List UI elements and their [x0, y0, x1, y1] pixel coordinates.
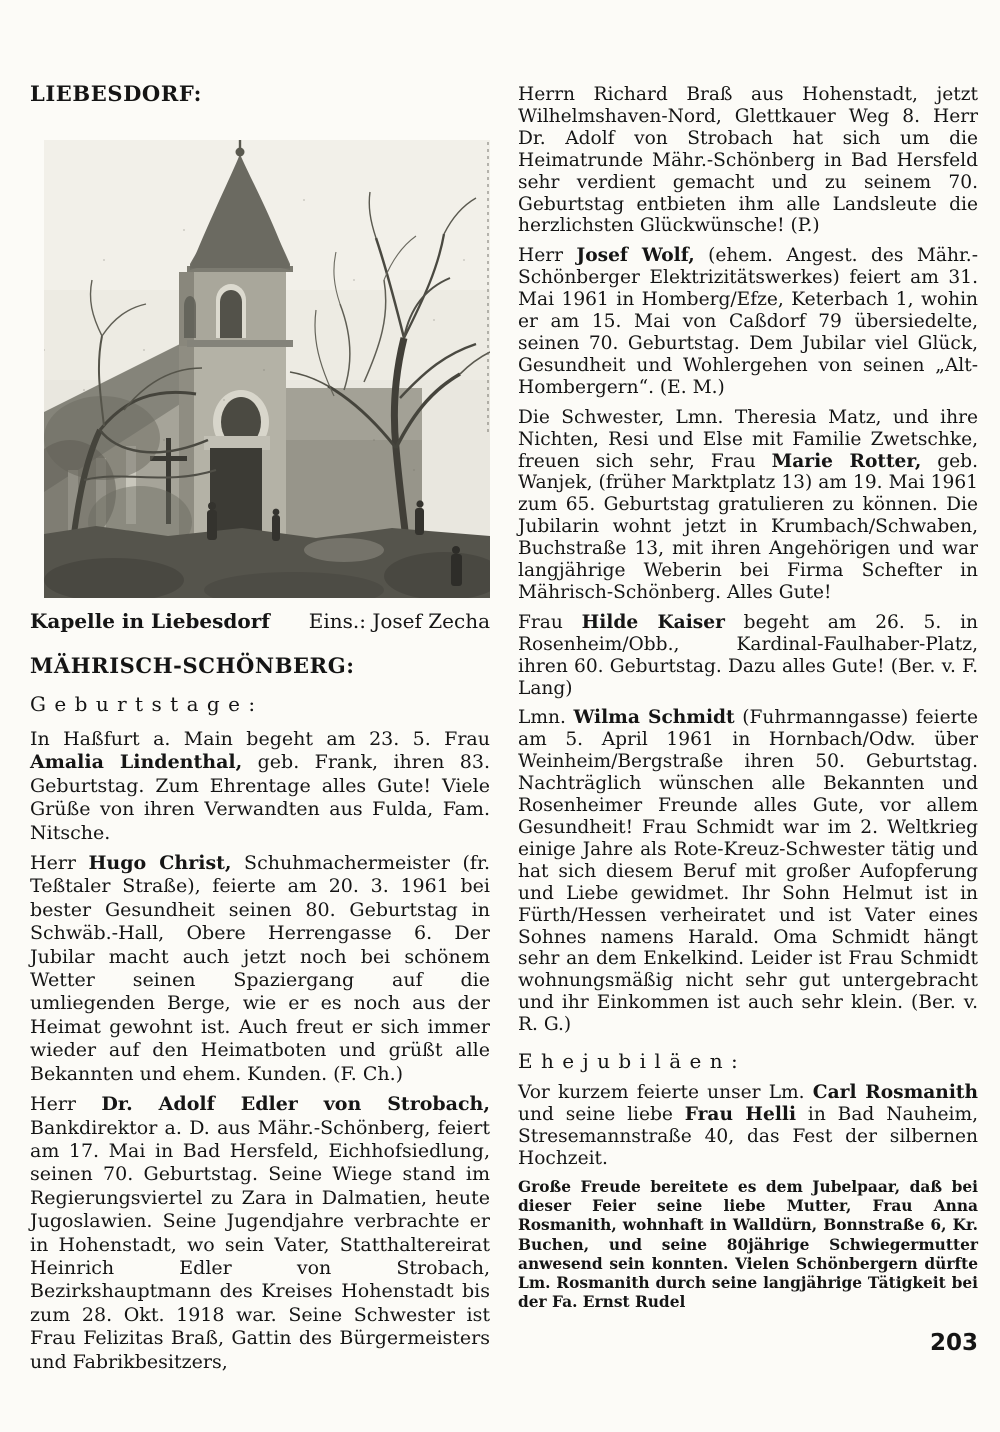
photo-caption-credit: Eins.: Josef Zecha — [308, 609, 490, 633]
paragraph: Große Freude bereitete es dem Jubelpaar, daß bei dieser Feier seine liebe Mutter, Frau Anna Rosmanith, wohnhaft in Walldürn, Bonnstraße 6, Kr. Buchen, und seine 80jährige Schwiegermutter anwesend sein konnten. Vielen Schönbergern dürfte Lm. Rosmanith durch seine langjährige Tätigkeit bei der Fa. Ernst Rudel — [518, 1177, 978, 1312]
left-column — [30, 82, 490, 1381]
paragraph: Frau Hilde Kaiser begeht am 26. 5. in Rosenheim/Obb., Kardinal-Faulhaber-Platz, ihren 60. Geburtstag. Dazu alles Gute! (Ber. v. F. Lang) — [518, 611, 979, 699]
right-column — [518, 84, 978, 1313]
section-title-maehrisch-schoenberg: MÄHRISCH-SCHÖNBERG: — [30, 653, 355, 678]
paragraph: Vor kurzem feierte unser Lm. Carl Rosmanith und seine liebe Frau Helli in Bad Nauheim, Stresemannstraße 40, das Fest der silbernen Hochzeit. — [518, 1082, 978, 1169]
section-title-liebesdorf: LIEBESDORF: — [30, 81, 202, 106]
photo-caption-title: Kapelle in Liebesdorf — [30, 609, 270, 633]
paragraph: Herrn Richard Braß aus Hohenstadt, jetzt Wilhelmshaven-Nord, Glettkauer Weg 8. Herr Dr. Adolf von Strobach hat sich um die Heimatrunde Mähr.-Schönberg in Bad Hersfeld sehr verdient gemacht und zu seinem 70. Geburtstag entbieten ihm alle Landsleute die herzlichsten Glückwünsche! (P.) — [518, 84, 978, 237]
paragraph: In Haßfurt a. Main begeht am 23. 5. Frau Amalia Lindenthal, geb. Frank, ihren 83. Geburtstag. Zum Ehrentage alles Gute! Viele Grüße von ihren Verwandten aus Fulda, Fam. Nitsche. — [30, 728, 490, 844]
photo-caption — [30, 610, 490, 633]
page-number: 203 — [929, 1330, 978, 1356]
subheading-ehejubilaeen: Ehejubiläen: — [518, 1049, 747, 1074]
church-photo — [44, 140, 490, 598]
anniversary-paragraphs — [518, 1082, 978, 1313]
paragraph: Herr Josef Wolf, (ehem. Angest. des Mähr.-Schönberger Elektrizitätswerkes) feiert am 31. Mai 1961 in Homberg/Efze, Keterbach 1, wohin er am 15. Mai von Caßdorf 79 übersiedelte, seinen 70. Geburtstag. Dem Jubilar viel Glück, Gesundheit und Wohlergehen von seinen „Alt-Hombergern“. (E. M.) — [518, 245, 978, 398]
paragraph: Die Schwester, Lmn. Theresia Matz, und ihre Nichten, Resi und Else mit Familie Zwetschke, freuen sich sehr, Frau Marie Rotter, geb. Wanjek, (früher Marktplatz 13) am 19. Mai 1961 zum 65. Geburtstag gratulieren zu können. Die Jubilarin wohnt jetzt in Krumbach/Schwaben, Buchstraße 13, mit ihren Angehörigen und war langjährige Weberin bei Firma Schefter in Mährisch-Schönberg. Alles Gute! — [518, 406, 978, 603]
subheading-geburtstage: Geburtstage: — [30, 692, 264, 716]
birthday-paragraphs-left — [30, 728, 490, 1374]
paragraph: Herr Hugo Christ, Schuhmachermeister (fr. Teßtaler Straße), feierte am 20. 3. 1961 bei bester Gesundheit seinen 80. Geburtstag in Schwäb.-Hall, Obere Herrengasse 6. Der Jubilar macht auch jetzt noch bei schönem Wetter seinen Spaziergang auf die umliegenden Berge, wie er es noch aus der Heimat gewohnt ist. Auch freut er sich immer wieder auf den Heimatboten und grüßt alle Bekannten und ehem. Kunden. (F. Ch.) — [30, 852, 490, 1085]
paragraph: Herr Dr. Adolf Edler von Strobach, Bankdirektor a. D. aus Mähr.-Schönberg, feiert am 17. Mai in Bad Hersfeld, Eichhofsiedlung, seinen 70. Geburtstag. Seine Wiege stand im Regierungsviertel zu Zara in Dalmatien, heute Jugoslawien. Seine Jugendjahre verbrachte er in Hohenstadt, wo sein Vater, Statthaltereirat Heinrich Edler von Strobach, Bezirkshauptmann des Kreises Hohenstadt bis zum 28. Okt. 1918 war. Seine Schwester ist Frau Felizitas Braß, Gattin des Bürgermeisters und Fabrikbesitzers, — [30, 1093, 490, 1373]
birthday-paragraphs-right — [518, 84, 978, 1036]
paragraph: Lmn. Wilma Schmidt (Fuhrmanngasse) feierte am 5. April 1961 in Hornbach/Odw. über Weinheim/Bergstraße ihren 50. Geburtstag. Nachträglich wünschen alle Bekannten und Rosenheimer Freunde alles Gute, vor allem Gesundheit! Frau Schmidt war im 2. Weltkrieg einige Jahre als Rote-Kreuz-Schwester tätig und hat sich diesem Beruf mit großer Aufopferung und Liebe gewidmet. Ihr Sohn Helmut ist in Fürth/Hessen verheiratet und ist Vater eines Sohnes namens Harald. Oma Schmidt hängt sehr an dem Enkelkind. Leider ist Frau Schmidt wohnungsmäßig nicht sehr gut untergebracht und ihr Einkommen ist auch sehr klein. (Ber. v. R. G.) — [518, 707, 978, 1036]
church-photo-illustration — [44, 140, 490, 598]
